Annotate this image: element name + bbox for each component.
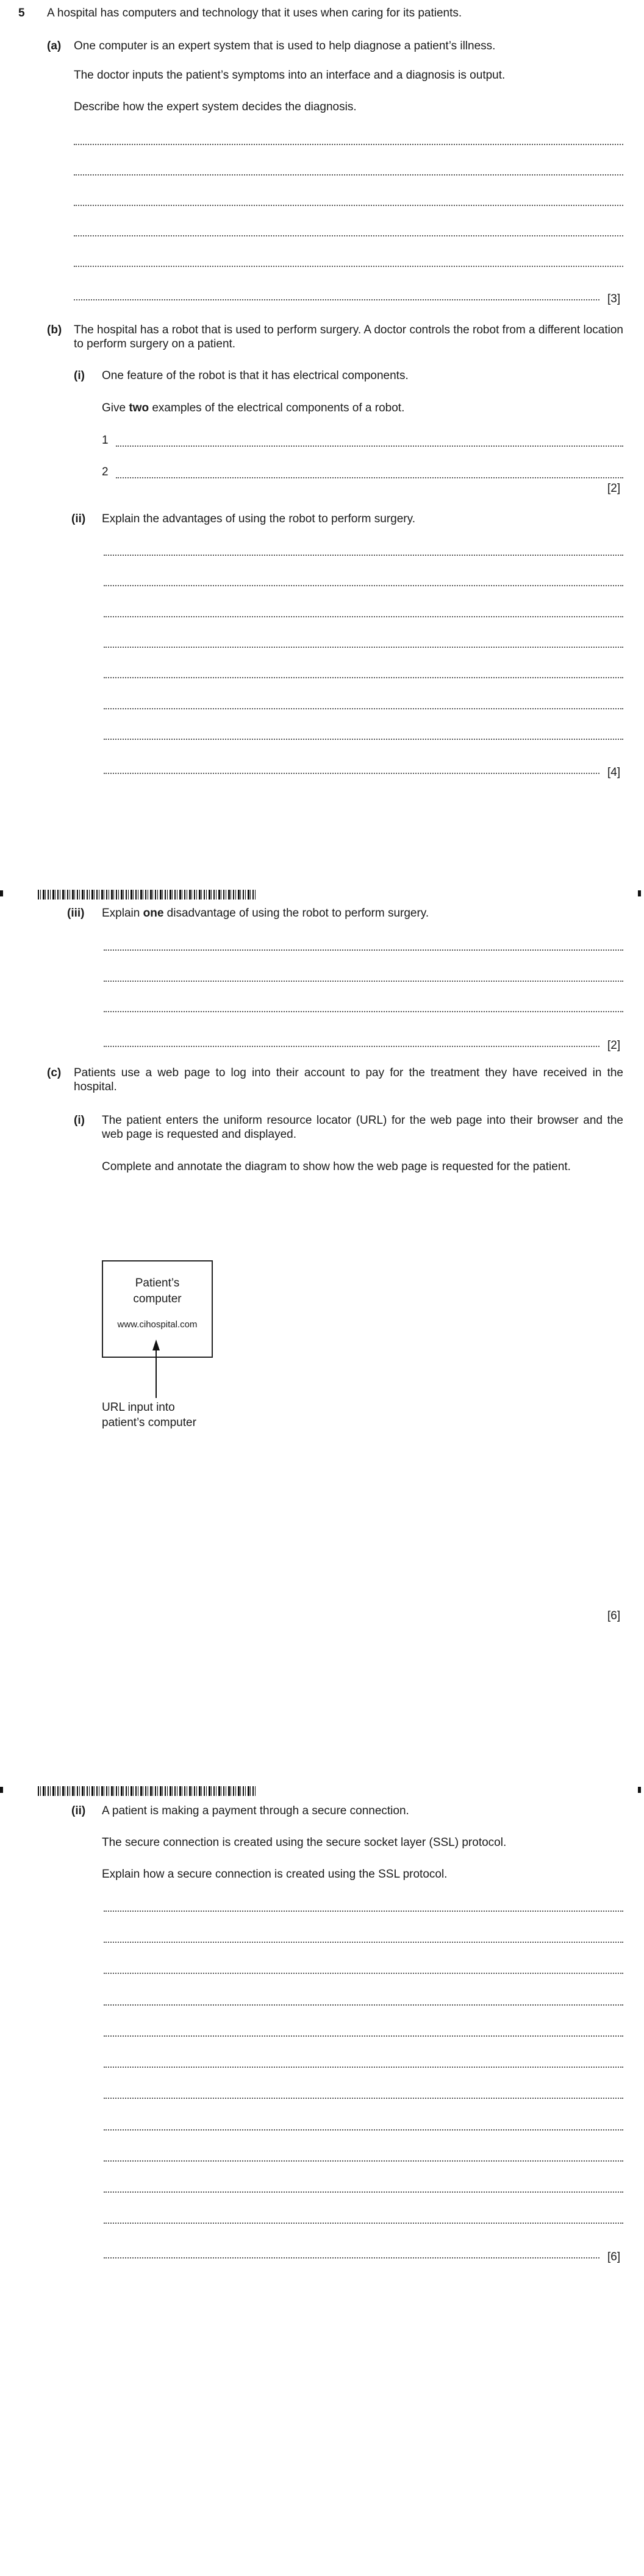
answer-line[interactable] (104, 2160, 623, 2162)
answer-line[interactable] (104, 2191, 623, 2193)
marks-badge: [2] (607, 1039, 621, 1052)
answer-line[interactable] (104, 2223, 623, 2224)
answer-line[interactable] (116, 445, 623, 447)
answer-line[interactable] (104, 773, 599, 774)
part-bii-label: (ii) (71, 513, 86, 525)
answer-line[interactable] (104, 647, 623, 648)
box-label-2: computer (133, 1293, 182, 1305)
question-number: 5 (18, 7, 25, 20)
part-c-text: Patients use a web page to log into their account to pay for the treatment they have received in the hospital. (74, 1066, 623, 1093)
answer-line[interactable] (74, 174, 623, 176)
answer-line[interactable] (104, 2004, 623, 2006)
marks-badge: [3] (607, 293, 621, 305)
answer-line[interactable] (104, 1973, 623, 1974)
answer-line[interactable] (104, 1011, 623, 1012)
part-ci-text-2: Complete and annotate the diagram to show how the web page is requested for the patient. (102, 1160, 571, 1173)
part-ci-text-1: The patient enters the uniform resource locator (URL) for the web page into their browser and the web page is requested and displayed. (102, 1114, 623, 1141)
answer-line[interactable] (104, 2257, 599, 2258)
answer-number-1: 1 (102, 434, 109, 447)
answer-line[interactable] (104, 616, 623, 617)
answer-line[interactable] (104, 2067, 623, 2068)
answer-line[interactable] (104, 555, 623, 556)
registration-mark (638, 890, 641, 896)
answer-line[interactable] (104, 2035, 623, 2037)
part-cii-text-2: The secure connection is created using the secure socket layer (SSL) protocol. (102, 1836, 507, 1849)
answer-line[interactable] (74, 235, 623, 236)
part-a-label: (a) (47, 40, 62, 52)
part-b-label: (b) (47, 324, 62, 336)
part-bi-label: (i) (74, 369, 85, 382)
registration-mark (0, 1787, 3, 1793)
part-bi-text-2: Give two examples of the electrical components of a robot. (102, 402, 405, 414)
answer-line[interactable] (104, 1911, 623, 1912)
answer-line[interactable] (104, 949, 623, 951)
marks-badge: [4] (607, 766, 621, 779)
answer-line[interactable] (74, 266, 623, 267)
registration-mark (638, 1787, 641, 1793)
answer-number-2: 2 (102, 466, 109, 478)
marks-badge: [2] (607, 482, 621, 495)
barcode (38, 1786, 257, 1796)
part-cii-text-3: Explain how a secure connection is created using the SSL protocol. (102, 1868, 448, 1881)
part-cii-label: (ii) (71, 1804, 86, 1817)
barcode (38, 890, 257, 899)
diagram-caption-2: patient’s computer (102, 1416, 196, 1429)
question-intro: A hospital has computers and technology that it uses when caring for its patients. (47, 7, 462, 20)
answer-line[interactable] (104, 1046, 599, 1047)
part-bii-text: Explain the advantages of using the robot to perform surgery. (102, 513, 416, 525)
part-a-text-1: One computer is an expert system that is used to help diagnose a patient’s illness. (74, 40, 496, 52)
answer-line[interactable] (74, 205, 623, 206)
part-ci-label: (i) (74, 1114, 85, 1127)
answer-line[interactable] (104, 739, 623, 740)
url-text: www.cihospital.com (117, 1319, 198, 1330)
registration-mark (0, 890, 3, 896)
part-bi-text-1: One feature of the robot is that it has electrical components. (102, 369, 409, 382)
answer-line[interactable] (104, 677, 623, 678)
marks-badge: [6] (607, 2251, 621, 2263)
answer-line[interactable] (74, 299, 599, 300)
answer-line[interactable] (116, 477, 623, 478)
arrow-up-icon (150, 1339, 162, 1400)
diagram-caption-1: URL input into (102, 1401, 175, 1414)
answer-line[interactable] (104, 1942, 623, 1943)
marks-badge: [6] (607, 1609, 621, 1622)
answer-line[interactable] (104, 708, 623, 709)
answer-line[interactable] (74, 144, 623, 145)
part-biii-text: Explain one disadvantage of using the robot to perform surgery. (102, 907, 429, 920)
part-c-label: (c) (47, 1066, 62, 1079)
part-a-text-2: The doctor inputs the patient’s symptoms into an interface and a diagnosis is output. (74, 69, 506, 82)
answer-line[interactable] (104, 585, 623, 586)
answer-line[interactable] (104, 2098, 623, 2099)
box-label-1: Patient’s (135, 1277, 180, 1290)
part-a-text-3: Describe how the expert system decides the diagnosis. (74, 101, 357, 113)
part-b-text: The hospital has a robot that is used to perform surgery. A doctor controls the robot from a different location to perform surgery on a patient. (74, 324, 623, 350)
part-biii-label: (iii) (67, 907, 85, 920)
answer-line[interactable] (104, 2129, 623, 2131)
part-cii-text-1: A patient is making a payment through a secure connection. (102, 1804, 409, 1817)
answer-line[interactable] (104, 981, 623, 982)
